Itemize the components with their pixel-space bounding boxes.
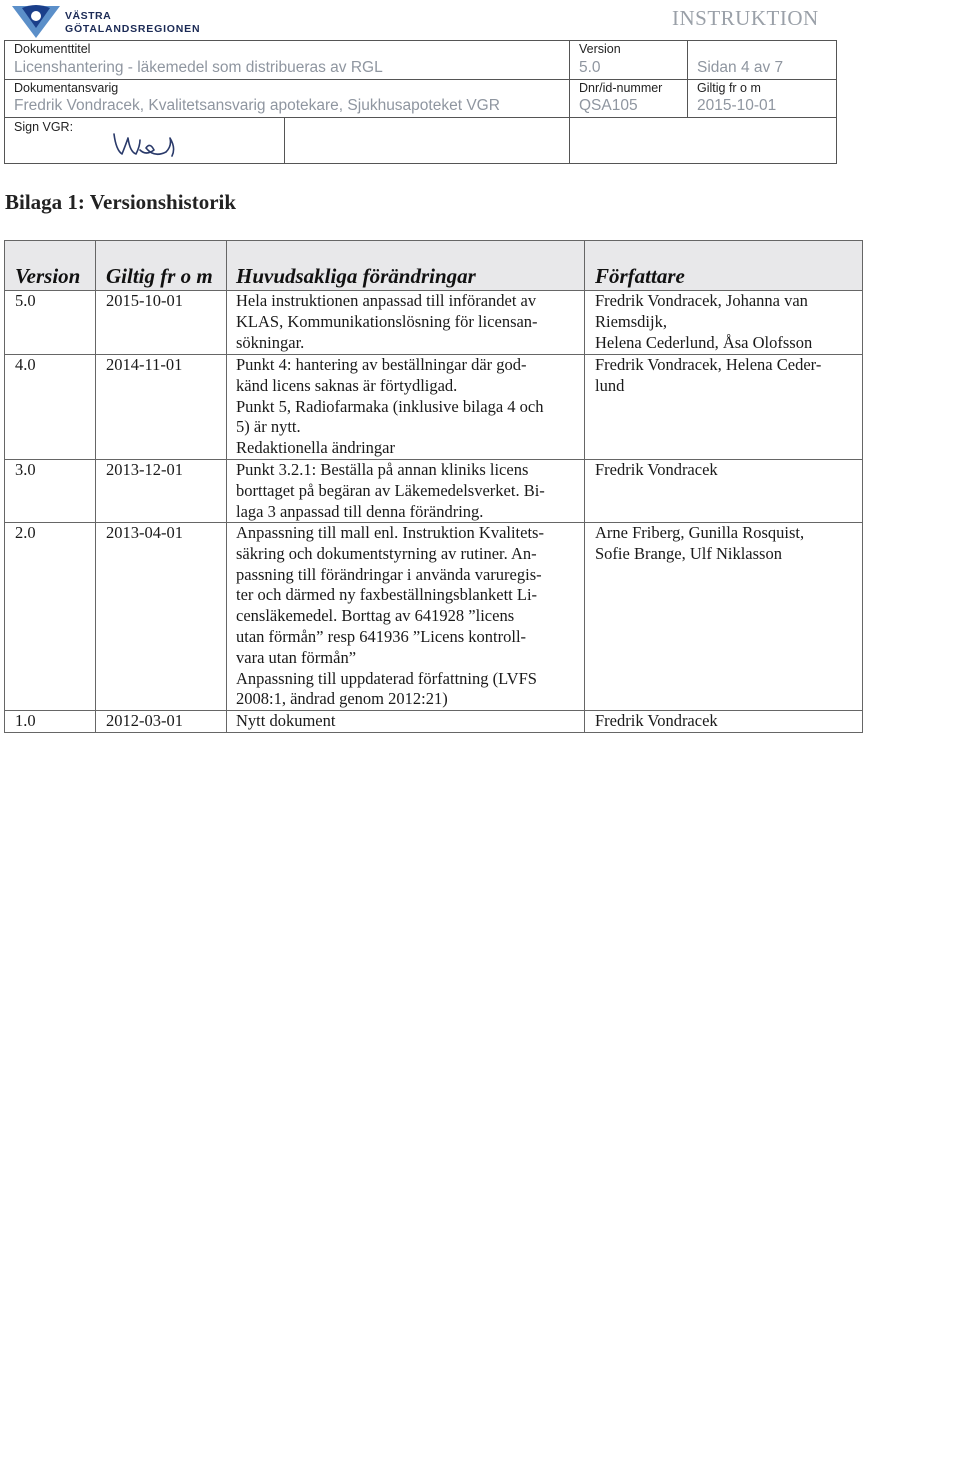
doc-title-label: Dokumenttitel bbox=[14, 42, 91, 56]
id-value: QSA105 bbox=[579, 97, 638, 114]
table-row-date: 2015-10-01 bbox=[106, 291, 183, 310]
column-divider bbox=[226, 240, 227, 733]
header-divider bbox=[284, 117, 285, 164]
table-row-authors: Fredrik Vondracek bbox=[595, 460, 718, 479]
column-header-authors: Författare bbox=[595, 264, 685, 288]
table-row-changes: Nytt dokument bbox=[236, 711, 336, 730]
table-row-version: 2.0 bbox=[15, 523, 36, 542]
table-row-version: 4.0 bbox=[15, 355, 36, 374]
org-name-line1: VÄSTRA bbox=[65, 10, 112, 22]
table-row-authors: Fredrik Vondracek bbox=[595, 711, 718, 730]
table-row-date: 2013-12-01 bbox=[106, 460, 183, 479]
table-row-changes: Anpassning till mall enl. Instruktion Kvalitets- säkring och dokumentstyrning av rutiner. An- passning till förändringar i använda varuregis- ter och därmed ny faxbeställningsblankett Li- censläkemedel. Borttag av 641928 ”licens utan förmån” resp 641936 ”Licens kontroll- vara utan förmån” Anpassning till uppdaterad författning (LVFS 2008:1, ändrad genom 2012:21) bbox=[236, 523, 544, 709]
column-divider bbox=[95, 240, 96, 733]
version-label: Version bbox=[579, 42, 621, 56]
org-logo bbox=[10, 4, 210, 40]
vgr-logo-icon bbox=[10, 4, 62, 40]
owner-label: Dokumentansvarig bbox=[14, 81, 119, 95]
column-header-valid-from: Giltig fr o m bbox=[106, 264, 213, 288]
valid-from-value: 2015-10-01 bbox=[697, 97, 777, 114]
table-row-date: 2012-03-01 bbox=[106, 711, 183, 730]
section-title: Bilaga 1: Versionshistorik bbox=[5, 190, 237, 214]
column-header-version: Version bbox=[15, 264, 81, 288]
table-row-version: 5.0 bbox=[15, 291, 36, 310]
doc-title: Licenshantering - läkemedel som distribueras av RGL bbox=[14, 59, 383, 76]
header-divider bbox=[687, 40, 688, 118]
header-divider bbox=[4, 79, 837, 80]
table-row-version: 3.0 bbox=[15, 460, 36, 479]
table-row-version: 1.0 bbox=[15, 711, 36, 730]
signature-image bbox=[110, 128, 182, 160]
table-row-authors: Arne Friberg, Gunilla Rosquist, Sofie Brange, Ulf Niklasson bbox=[595, 523, 805, 563]
table-row-changes: Punkt 3.2.1: Beställa på annan kliniks licens borttaget på begäran av Läkemedelsverket. Bi- laga 3 anpassad till denna förändring. bbox=[236, 460, 545, 521]
org-name-line2: GÖTALANDSREGIONEN bbox=[65, 23, 201, 35]
table-row-changes: Hela instruktionen anpassad till införandet av KLAS, Kommunikationslösning för licensan- sökningar. bbox=[236, 291, 538, 352]
owner-value: Fredrik Vondracek, Kvalitetsansvarig apotekare, Sjukhusapoteket VGR bbox=[14, 97, 500, 114]
table-row-authors: Fredrik Vondracek, Helena Ceder- lund bbox=[595, 355, 822, 395]
column-header-changes: Huvudsakliga förändringar bbox=[236, 264, 476, 288]
valid-from-label: Giltig fr o m bbox=[697, 81, 761, 95]
table-row-date: 2014-11-01 bbox=[106, 355, 183, 374]
page-indicator: Sidan 4 av 7 bbox=[697, 59, 784, 76]
table-row-changes: Punkt 4: hantering av beställningar där god- känd licens saknas är förtydligad. Punkt 5, Radiofarmaka (inklusive bilaga 4 och 5) är nytt. Redaktionella ändringar bbox=[236, 355, 544, 458]
header-divider bbox=[4, 117, 837, 118]
table-row-authors: Fredrik Vondracek, Johanna van Riemsdijk, Helena Cederlund, Åsa Olofsson bbox=[595, 291, 813, 352]
header-divider bbox=[569, 40, 570, 164]
table-row-date: 2013-04-01 bbox=[106, 523, 183, 542]
id-label: Dnr/id-nummer bbox=[579, 81, 663, 95]
column-divider bbox=[584, 240, 585, 733]
version-value: 5.0 bbox=[579, 59, 601, 76]
sign-label: Sign VGR: bbox=[14, 120, 74, 134]
document-type: INSTRUKTION bbox=[672, 6, 819, 30]
